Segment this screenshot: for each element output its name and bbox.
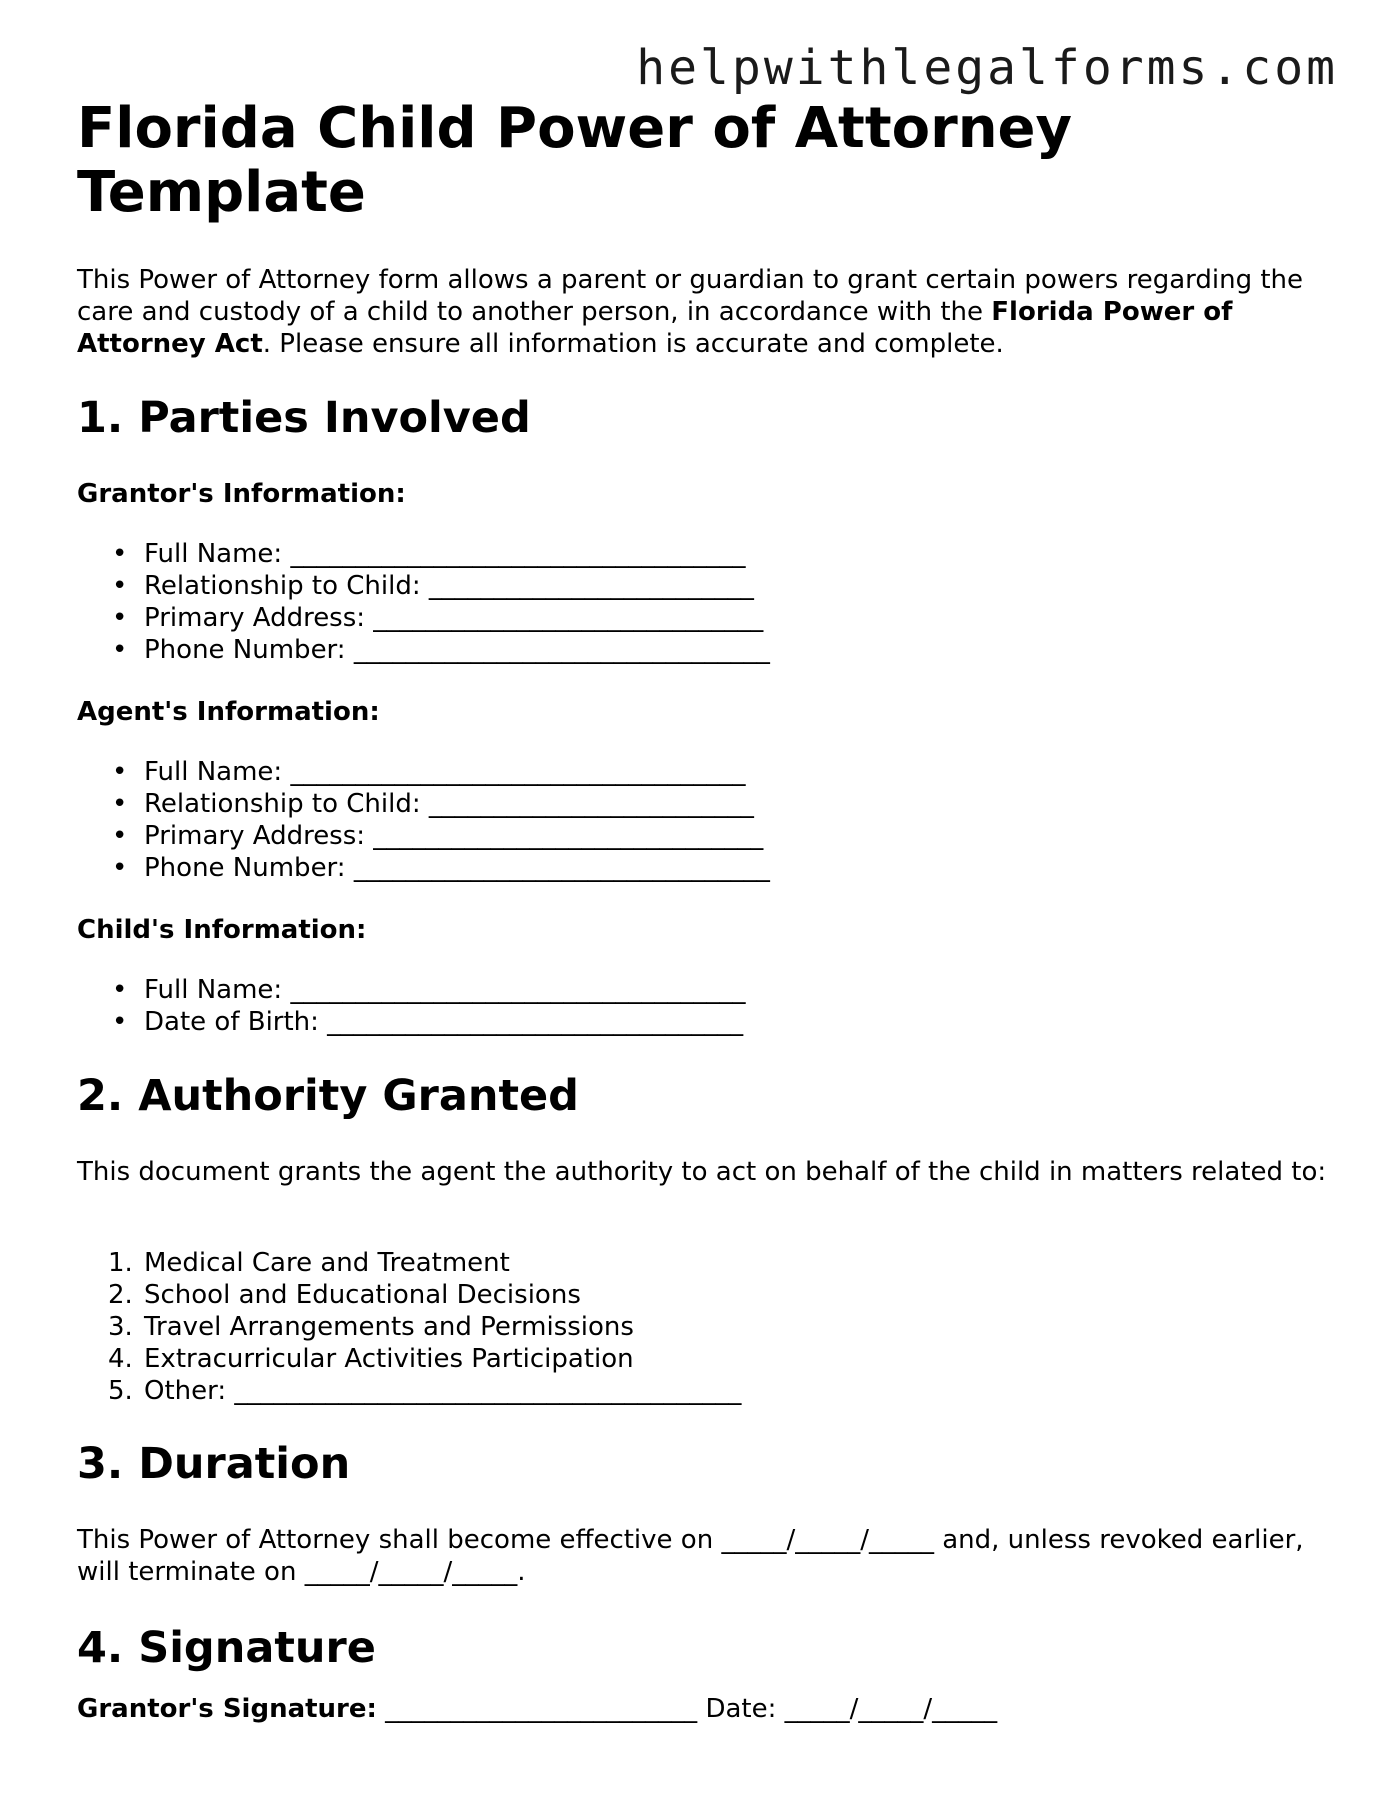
grantor-signature-field[interactable]: ________________________ Date: _____/_____/_____ — [376, 1694, 998, 1724]
page-title: Florida Child Power of Attorney Template — [77, 96, 1073, 225]
section-parties-heading: 1. Parties Involved — [77, 393, 531, 443]
authority-other-field[interactable]: Other: _______________________________________ — [144, 1376, 742, 1406]
duration-text[interactable]: This Power of Attorney shall become effective on _____/_____/_____ and, unless revoked earlier, will terminate on _____/_____/_____. — [77, 1525, 1312, 1587]
grantor-phone-field[interactable]: • Phone Number: ________________________________ — [110, 634, 770, 666]
authority-item-label: Travel Arrangements and Permissions — [144, 1312, 634, 1342]
agent-info-heading: Agent's Information: — [77, 697, 380, 727]
child-full-name-field[interactable]: • Full Name: ___________________________________ — [110, 974, 745, 1006]
authority-item — [110, 1247, 741, 1279]
authority-list — [110, 1247, 741, 1407]
authority-item-number: 2. — [108, 1280, 133, 1310]
grantor-address-field[interactable]: • Primary Address: ______________________________ — [110, 602, 770, 634]
authority-item-label: Extracurricular Activities Participation — [144, 1344, 634, 1374]
agent-relationship-field[interactable]: • Relationship to Child: _________________________ — [110, 788, 770, 820]
authority-item-label: School and Educational Decisions — [144, 1280, 581, 1310]
authority-item-number: 1. — [108, 1248, 133, 1278]
authority-item-number: 5. — [108, 1376, 133, 1406]
child-dob-field[interactable]: • Date of Birth: ________________________________ — [110, 1006, 745, 1038]
intro-text: This Power of Attorney form allows a parent or guardian to grant certain powers regarding the care and custody of a child to another person, in accordance with the — [77, 265, 1304, 327]
authority-item-label: Medical Care and Treatment — [144, 1248, 510, 1278]
child-fields — [110, 974, 745, 1038]
grantor-full-name-field[interactable]: • Full Name: ___________________________________ — [110, 538, 770, 570]
watermark: helpwithlegalforms.com — [636, 40, 1338, 96]
grantor-signature-label: Grantor's Signature: — [77, 1694, 377, 1724]
grantor-relationship-field[interactable]: • Relationship to Child: _________________________ — [110, 570, 770, 602]
child-info-heading: Child's Information: — [77, 915, 367, 945]
grantor-fields — [110, 538, 770, 666]
grantor-signature-line[interactable] — [77, 1693, 997, 1725]
agent-address-field[interactable]: • Primary Address: ______________________________ — [110, 820, 770, 852]
grantor-info-heading: Grantor's Information: — [77, 479, 406, 509]
authority-text: This document grants the agent the authority to act on behalf of the child in matters related to: — [77, 1157, 1327, 1187]
section-signature-heading: 4. Signature — [77, 1623, 376, 1673]
authority-item-number: 3. — [108, 1312, 133, 1342]
authority-item — [110, 1279, 741, 1311]
intro-paragraph — [77, 264, 1337, 360]
intro-bold-act: Florida Power of Attorney Act — [77, 297, 1233, 359]
agent-phone-field[interactable]: • Phone Number: ________________________________ — [110, 852, 770, 884]
authority-item — [110, 1343, 741, 1375]
authority-item-other[interactable] — [110, 1375, 741, 1407]
authority-item-number: 4. — [108, 1344, 133, 1374]
agent-full-name-field[interactable]: • Full Name: ___________________________________ — [110, 756, 770, 788]
agent-fields — [110, 756, 770, 884]
intro-text-end: . Please ensure all information is accurate and complete. — [262, 329, 1004, 359]
section-duration-heading: 3. Duration — [77, 1439, 351, 1489]
section-authority-heading: 2. Authority Granted — [77, 1071, 579, 1121]
authority-item — [110, 1311, 741, 1343]
